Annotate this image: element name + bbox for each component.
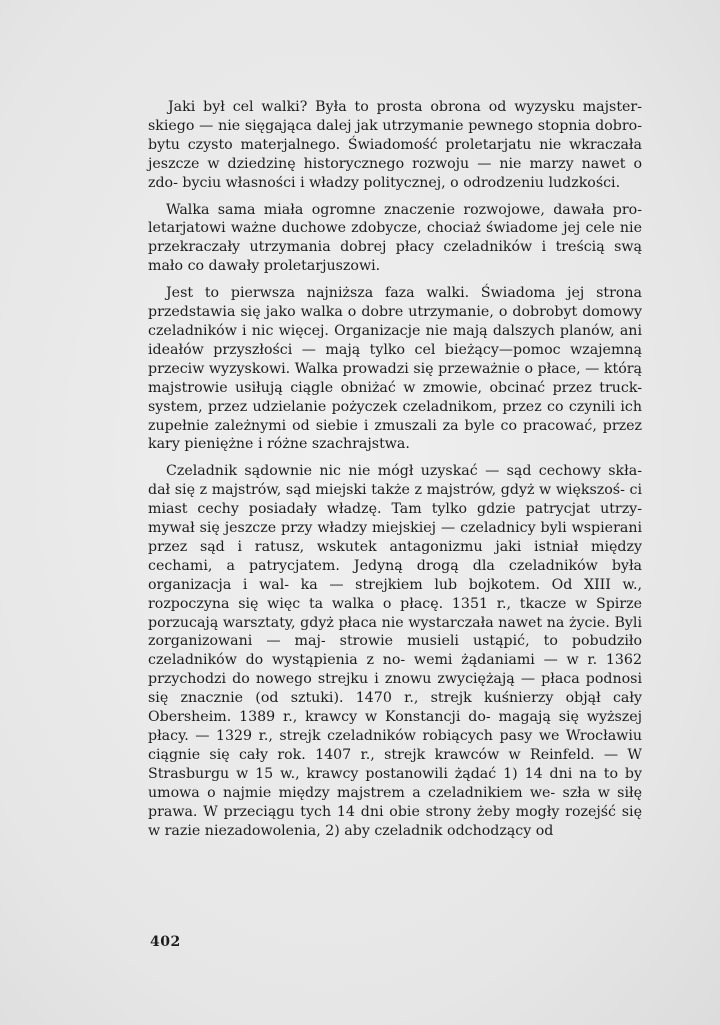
paragraph-1: Jaki był cel walki? Była to prosta obrona od wyzysku majster- skiego — nie sięgająca dalej jak utrzymanie pewnego stopnia dobro- bytu czysto materjalnego. Świadomość proletarjatu nie wkraczała jeszcze w dziedzinę historycznego rozwoju — nie marzy nawet o zdo- byciu własności i władzy politycznej, o odrodzeniu ludzkości. [148, 99, 642, 191]
paragraph-2: Walka sama miała ogromne znaczenie rozwojowe, dawała pro- letarjatowi ważne duchowe zdobycze, chociaż świadome jej cele nie przekraczały utrzymania dobrej płacy czeladników i treścią swą mało co dawały proletarjuszowi. [148, 201, 642, 275]
paragraph-4: Czeladnik sądownie nic nie mógł uzyskać — sąd cechowy skła- dał się z majstrów, sąd miejski także z majstrów, gdyż w większoś- ci miast cechy posiadały władzę. Tam tylko gdzie patrycjat utrzy- mywał się jeszcze przy władzy miejskiej — czeladnicy byli wspierani przez sąd i ratusz, wskutek antagonizmu jaki istniał między cechami, a patrycjatem. Jedyną drogą dla czeladników była organizacja i wal- ka — strejkiem lub bojkotem. Od XIII w., rozpoczyna się więc ta walka o płacę. 1351 r., tkacze w Spirze porzucają warsztaty, gdyż płaca nie wystarczała nawet na życie. Byli zorganizowani — maj- strowie musieli ustąpić, to pobudziło czeladników do wystąpienia z no- wemi żądaniami — w r. 1362 przychodzi do nowego strejku i znowu zwyciężają — płaca podnosi się znacznie (od sztuki). 1470 r., strejk kuśnierzy objął cały Obersheim. 1389 r., krawcy w Konstancji do- magają się wyższej płacy. — 1329 r., strejk czeladników robiących pasy we Wrocławiu ciągnie się cały rok. 1407 r., strejk krawców w Reinfeld. — W Strasburgu w 15 w., krawcy postanowili żądać 1) 14 dni na to by umowa o najmie między majstrem a czeladnikiem we- szła w siłę prawa. W przeciągu tych 14 dni obie strony żeby mogły rozejść się w razie niezadowolenia, 2) aby czeladnik odchodzący od [148, 463, 642, 839]
body-text [148, 98, 642, 848]
paragraph-3: Jest to pierwsza najniższa faza walki. Świadoma jej strona przedstawia się jako walka o dobre utrzymanie, o dobrobyt domowy czeladników i nic więcej. Organizacje nie mają dalszych planów, ani ideałów przyszłości — mają tylko cel bieżący—pomoc wzajemną przeciw wyzyskowi. Walka prowadzi się przeważnie o płace, — którą majstrowie usiłują ciągle obniżać w zmowie, obcinać przez truck- system, przez udzielanie pożyczek czeladnikom, przez co czynili ich zupełnie zależnymi od siebie i zmuszali za byle co pracować, przez kary pieniężne i różne szachrajstwa. [148, 285, 642, 453]
page-number: 402 [150, 934, 181, 950]
